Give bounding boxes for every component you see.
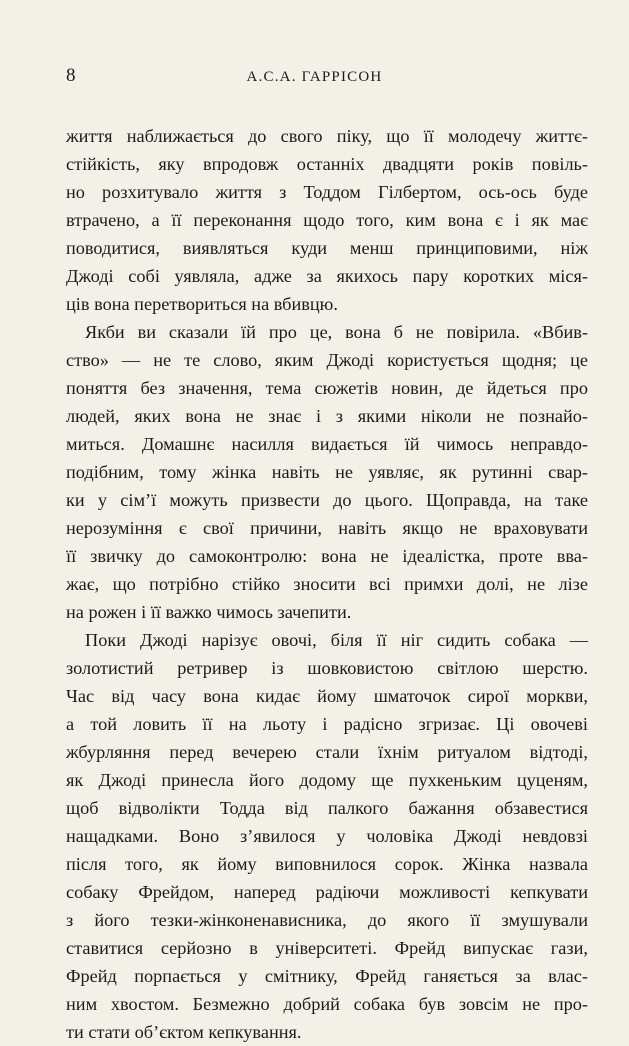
text-line: ство» — не те слово, яким Джоді користується щодня; це [66, 350, 588, 370]
text-line: Час від часу вона кидає йому шматочок сирої моркви, [66, 686, 588, 706]
text-line: ти стати об’єктом кепкування. [66, 1022, 302, 1042]
text-line: Якби ви сказали їй про це, вона б не повірила. «Вбив- [85, 322, 588, 342]
text-line: щоб відволікти Тодда від палкого бажання обзавестися [66, 798, 588, 818]
text-line: людей, яких вона не знає і з якими ніколи не познайо- [66, 406, 588, 426]
text-line: нерозуміння є свої причини, навіть якщо не враховувати [66, 518, 588, 538]
text-line: жає, що потрібно стійко зносити всі примхи долі, не лізе [66, 574, 588, 594]
text-line: собаку Фрейдом, наперед радіючи можливості кепкувати [66, 882, 588, 902]
text-line: втрачено, а її переконання щодо того, ким вона є і як має [66, 210, 588, 230]
text-line: з його тезки-жінконенависника, до якого її змушували [66, 910, 588, 930]
text-line: подібним, тому жінка навіть не уявляє, як рутинні свар- [66, 462, 588, 482]
text-line: а той ловить її на льоту і радісно згризає. Ці овочеві [66, 714, 588, 734]
page-number: 8 [66, 65, 76, 86]
text-line: нащадками. Воно з’явилося у чоловіка Джоді невдовзі [66, 826, 588, 846]
text-line: стійкість, яку впродовж останніх двадцяти років повіль- [66, 154, 588, 174]
running-title: А.С.А. ГАРРІСОН [246, 69, 383, 85]
text-line: ки у сім’ї можуть призвести до цього. Щоправда, на таке [66, 490, 588, 510]
text-line: як Джоді принесла його додому ще пухкеньким цуценям, [66, 770, 588, 790]
text-line: ним хвостом. Безмежно добрий собака був зовсім не про- [66, 994, 588, 1014]
text-line: Фрейд порпається у смітнику, Фрейд ганяється за влас- [66, 966, 588, 986]
paragraph-2 [66, 318, 588, 626]
text-line: Джоді собі уявляла, адже за якихось пару коротких міся- [66, 266, 588, 286]
body-text [66, 122, 588, 1046]
text-line: золотистий ретривер із шовковистою світлою шерстю. [66, 658, 588, 678]
paragraph-3 [66, 626, 588, 1046]
text-line: Поки Джоді нарізує овочі, біля її ніг сидить собака — [85, 630, 588, 650]
text-line: після того, як йому виповнилося сорок. Жінка назвала [66, 854, 588, 874]
text-line: ців вона перетвориться на вбивцю. [66, 294, 338, 314]
text-line: життя наближається до свого піку, що її молодечу життє- [66, 126, 588, 146]
text-line: миться. Домашнє насилля видається їй чимось неправдо- [66, 434, 588, 454]
text-line: поняття без значення, тема сюжетів новин, де йдеться про [66, 378, 588, 398]
text-line: на рожен і її важко чимось зачепити. [66, 602, 352, 622]
text-line: жбурляння перед вечерею стали їхнім ритуалом відтоді, [66, 742, 588, 762]
text-line: поводитися, виявляться куди менш принциповими, ніж [66, 238, 588, 258]
paragraph-1 [66, 122, 588, 318]
text-line: ставитися серйозно в університеті. Фрейд випускає гази, [66, 938, 588, 958]
text-line: но розхитувало життя з Тоддом Гілбертом, ось-ось буде [66, 182, 588, 202]
text-line: її звичку до самоконтролю: вона не ідеалістка, проте вва- [66, 546, 588, 566]
